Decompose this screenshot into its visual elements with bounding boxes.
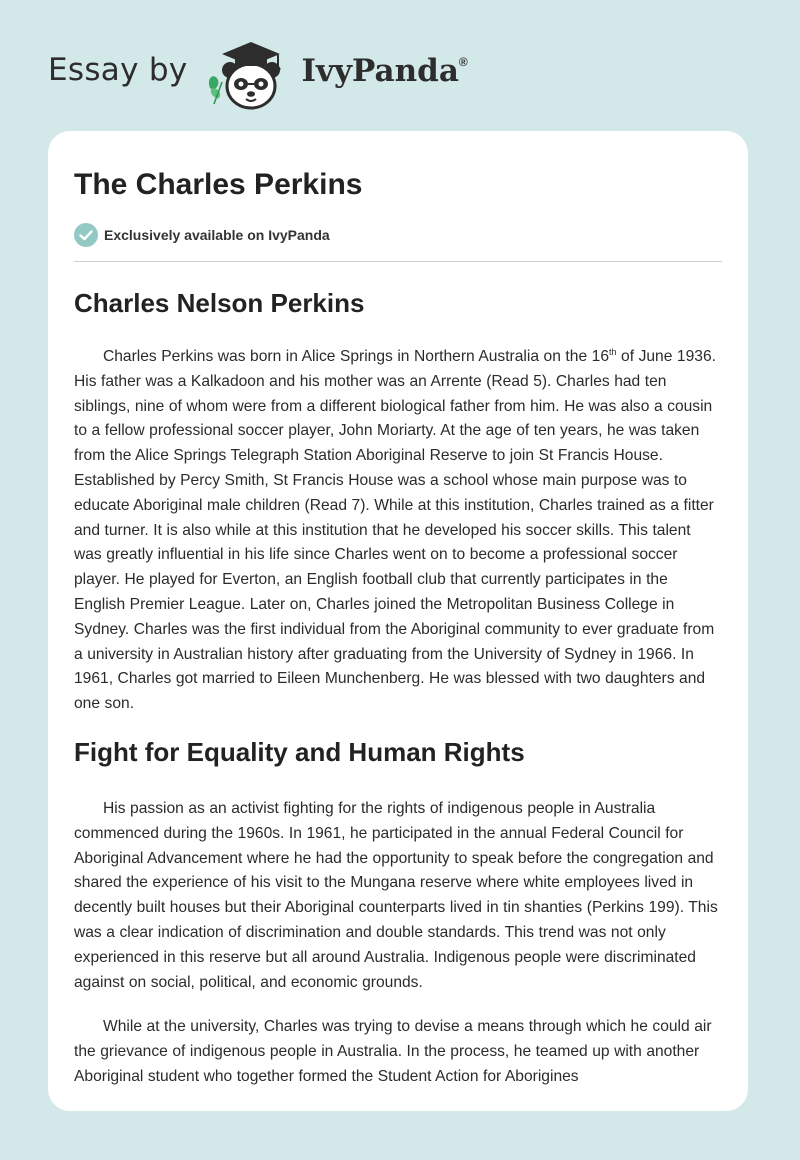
essay-title: The Charles Perkins [74, 168, 363, 201]
paragraph: While at the university, Charles was trying to devise a means through which he could air the grievance of indigenous people in Australia. In the process, he teamed up with another Aboriginal student who together formed the Student Action for Aborigines [74, 1018, 712, 1085]
exclusive-badge [74, 223, 722, 247]
section-heading: Charles Nelson Perkins [74, 288, 365, 318]
divider [74, 261, 722, 262]
registered-mark: ® [458, 55, 468, 69]
brand-header [48, 34, 468, 114]
panda-logo-icon [202, 34, 294, 114]
brand-name: IvyPanda® [301, 53, 468, 89]
section-heading: Fight for Equality and Human Rights [74, 736, 525, 767]
essay-card [48, 131, 748, 1111]
brand-prefix: Essay by [48, 52, 188, 88]
check-circle-icon [74, 223, 98, 247]
paragraph: Charles Perkins was born in Alice Springs in Northern Australia on the 16th of June 1936. His father was a Kalkadoon and his mother was an Arrente (Read 5). Charles had ten siblings, nine of whom were from a different biological father from him. He was also a cousin to a fellow professional soccer player, John Moriarty. At the age of ten years, he was taken from the Alice Springs Telegraph Station Aboriginal Reserve to join St Francis House. Established by Percy Smith, St Francis House was a school whose main purpose was to educate Aboriginal male children (Read 7). While at this institution, Charles trained as a fitter and turner. It is also while at this institution that he developed his soccer skills. This talent was greatly influential in his life since Charles went on to become a professional soccer player. He played for Everton, an English football club that currently participates in the English Premier League. Later on, Charles joined the Metropolitan Business College in Sydney. Charles was the first individual from the Aboriginal community to ever graduate from a university in Australian history after graduating from the University of Sydney in 1966. In 1961, Charles got married to Eileen Munchenberg. He was blessed with two daughters and one son. [74, 346, 716, 713]
paragraph: His passion as an activist fighting for the rights of indigenous people in Australia commenced during the 1960s. In 1961, he participated in the annual Federal Council for Aboriginal Advancement where he had the opportunity to speak before the congregation and shared the experience of his visit to the Mungana reserve where white employees lived in decently built houses but their Aboriginal counterparts lived in tin shanties (Perkins 199). This was a clear indication of discrimination and double standards. This trend was not only experienced in this reserve but all around Australia. Indigenous people were discriminated against on social, political, and economic grounds. [74, 799, 718, 991]
exclusive-badge-label: Exclusively available on IvyPanda [104, 227, 330, 243]
superscript: th [609, 346, 617, 357]
